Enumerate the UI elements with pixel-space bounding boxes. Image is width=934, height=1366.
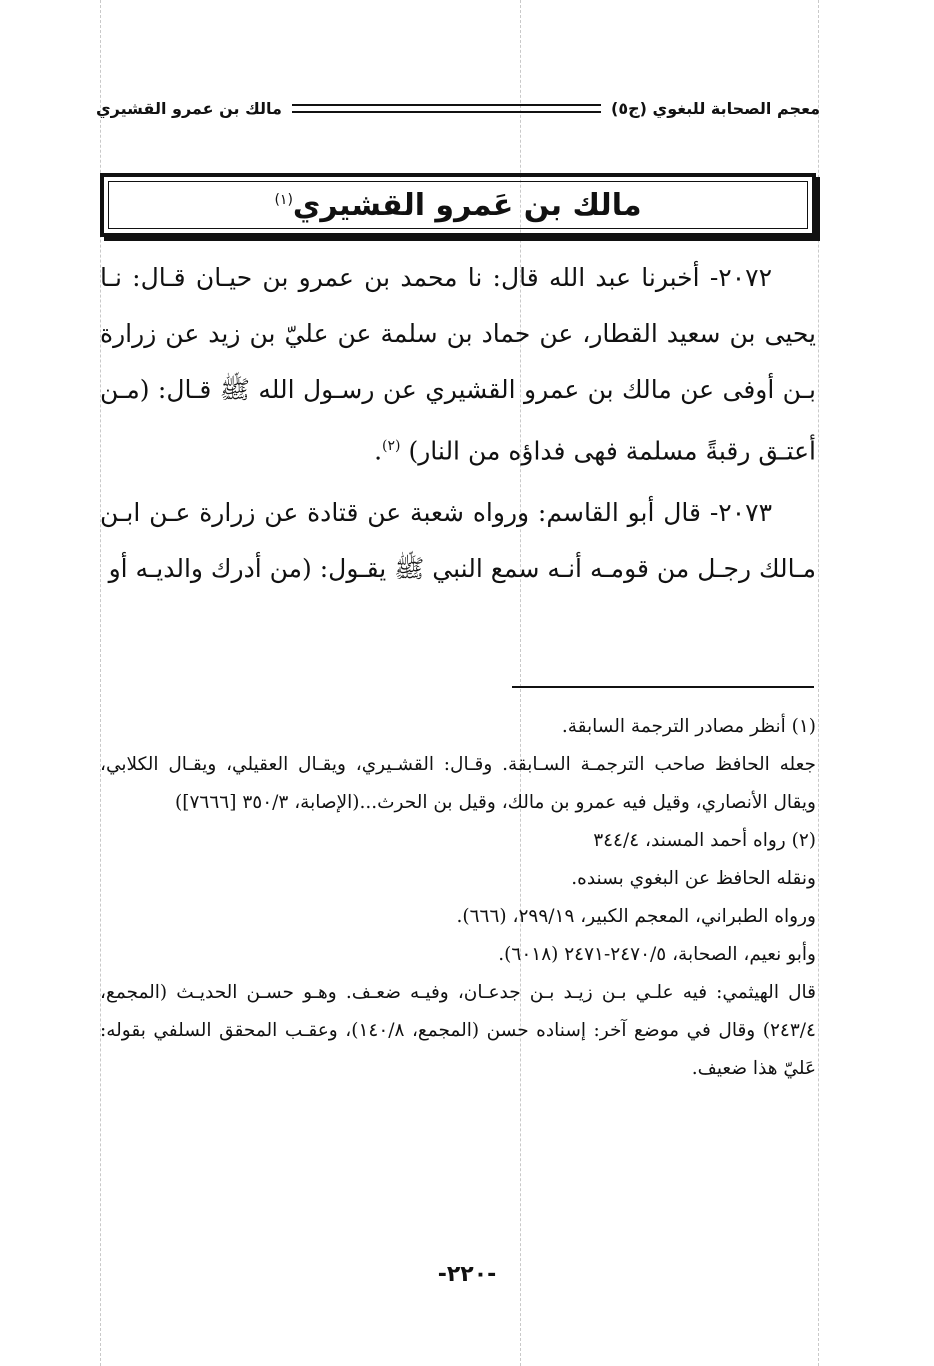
footnote-2-line: ونقله الحافظ عن البغوي بسنده. xyxy=(571,868,816,889)
entry-title-box xyxy=(100,173,816,237)
hadith-2072-end: . xyxy=(374,436,383,466)
hadith-2072-footnote-ref: (٢) xyxy=(382,438,401,454)
page-number: -٢٢٠- xyxy=(437,1262,497,1287)
entry-title-text: مالك بن عَمرو القشيري xyxy=(292,187,642,223)
hadith-2072-text: ٢٠٧٢- أخبرنا عبد الله قال: نا محمد بن عمرو بن حيـان قـال: نـا يحيى بن سعيد القطار، عن حماد بن سلمة عن عليّ بن زيد عن زرارة بـن أوفى عن مالك بن عمرو القشيري عن رسـول الله ﷺ قـال: (مـن أعتـق رقبةً مسلمة فهى فداؤه من النار) xyxy=(100,263,816,466)
footnote-2-head: (٢) رواه أحمد المسند، ٣٤٤/٤ xyxy=(593,830,816,851)
main-text xyxy=(100,250,816,603)
title-footnote-ref: (١) xyxy=(274,191,293,208)
footnote-2-line: وأبو نعيم، الصحابة، ٢٤٧٠/٥-٢٤٧١ (٦٠١٨). xyxy=(498,944,816,965)
footnotes xyxy=(100,708,816,1088)
header-book-title: معجم الصحابة للبغوي (ج٥) xyxy=(611,98,820,118)
entry-title xyxy=(274,188,641,223)
scan-guide-line xyxy=(818,0,819,1366)
footnote-1-body: جعله الحافظ صاحب الترجمـة السـابقة. وقـال: القشـيري، ويقـال العقيلي، ويقـال الكلابي، ويقال الأنصاري، وقيل فيه عمرو بن مالك، وقيل بن الحرث...(الإصابة، ٣٥٠/٣ [٧٦٦٦]) xyxy=(100,754,816,813)
hadith-2073: ٢٠٧٣- قال أبو القاسم: ورواه شعبة عن قتادة عن زرارة عـن ابـن مـالك رجـل من قومـه أنـه سمع النبي ﷺ يقـول: (من أدرك والديـه أو xyxy=(100,498,816,584)
footnote-2-line: قال الهيثمي: فيه علـي بـن زيـد بـن جدعـان، وفيـه ضعـف. وهـو حسـن الحديـث (المجمع، ٢٤٣/٤) وقال في موضع آخر: إسناده حسن (المجمع، ١٤٠/٨)، وعقـب المحقق السلفي بقوله: عَليّ هذا ضعيف. xyxy=(100,982,816,1079)
running-header xyxy=(96,92,820,124)
header-entry-name: مالك بن عمرو القشيري xyxy=(96,98,282,118)
footnote-1-head: (١) أنظر مصادر الترجمة السابقة. xyxy=(561,716,816,737)
header-rule xyxy=(292,104,601,113)
footnote-2-line: ورواه الطبراني، المعجم الكبير، ٢٩٩/١٩، (٦٦٦). xyxy=(456,906,816,927)
footnote-separator xyxy=(512,686,814,688)
hadith-2072 xyxy=(100,250,816,479)
